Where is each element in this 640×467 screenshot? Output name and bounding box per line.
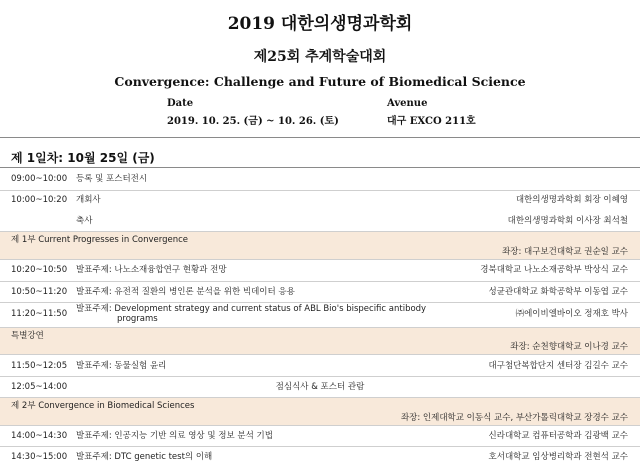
speaker: 대구첨단복합단지 센터장 김길수 교수	[488, 361, 628, 371]
content: 축사	[76, 216, 93, 226]
schedule-row-talk6	[0, 447, 640, 467]
speaker: 경북대학교 나노소재공학부 박상식 교수	[480, 265, 628, 275]
conference-subtitle: 제25회 추계학술대회	[253, 49, 387, 65]
section-title: 제 1부 Current Progresses in Convergence	[11, 235, 188, 245]
section-header-part1	[0, 232, 640, 260]
time: 11:20~11:50	[11, 309, 68, 319]
section-title: 특별강연	[11, 331, 44, 341]
schedule-row-registration	[0, 168, 640, 191]
section-chair: 좌장: 인제대학교 이동식 교수, 부산가톨릭대학교 장경수 교수	[400, 413, 628, 423]
section-title: 제 2부 Convergence in Biomedical Sciences	[11, 401, 195, 411]
schedule-row-talk1	[0, 260, 640, 282]
content: 발표주제: Development strategy and current status of ABL Bio's bispecific antibody	[76, 304, 427, 314]
header-divider	[0, 137, 640, 138]
content: 발표주제: 유전적 질환의 병인론 분석을 위한 빅데이터 응용	[76, 287, 295, 297]
speaker: 대한의생명과학회 이사장 최석철	[507, 216, 628, 226]
speaker: 대한의생명과학회 회장 이혜영	[515, 195, 628, 205]
section-chair: 좌장: 대구보건대학교 권순일 교수	[502, 247, 628, 257]
content: 등록 및 포스터전시	[76, 174, 148, 184]
venue-value: 대구 EXCO 211호	[387, 116, 476, 127]
speaker: 신라대학교 컴퓨터공학과 김광백 교수	[488, 431, 628, 441]
content: 발표주제: DTC genetic test의 이해	[76, 452, 213, 462]
time: 09:00~10:00	[11, 174, 68, 184]
schedule-row-congrats	[0, 210, 640, 232]
schedule-row-opening	[0, 191, 640, 210]
content: 개회사	[76, 195, 101, 205]
schedule-row-talk3	[0, 303, 640, 328]
time: 10:00~10:20	[11, 195, 68, 205]
section-header-part2	[0, 398, 640, 426]
time: 10:50~11:20	[11, 287, 68, 297]
schedule-row-talk2	[0, 282, 640, 303]
time: 14:30~15:00	[11, 452, 68, 462]
time: 10:20~10:50	[11, 265, 68, 275]
date-label: Date	[167, 98, 194, 109]
content: 발표주제: 인공지능 기반 의료 영상 및 정보 분석 기법	[76, 431, 273, 441]
day1-title: 제 1일차: 10월 25일 (금)	[11, 151, 155, 165]
speaker: 호서대학교 임상병리학과 전현석 교수	[488, 452, 628, 462]
speaker: ㈜에이비엘바이오 정재호 박사	[515, 309, 628, 319]
venue-label: Avenue	[387, 98, 428, 109]
conference-title: 2019 대한의생명과학회	[227, 14, 413, 34]
content: 발표주제: 동물실험 윤리	[76, 361, 167, 371]
schedule-row-talk4	[0, 355, 640, 377]
schedule-row-talk5	[0, 426, 640, 447]
time: 14:00~14:30	[11, 431, 68, 441]
content: 발표주제: 나노소재융합연구 현황과 전망	[76, 265, 227, 275]
section-header-special	[0, 328, 640, 355]
time: 11:50~12:05	[11, 361, 68, 371]
content: 점심식사 & 포스터 관람	[275, 382, 365, 392]
conference-theme: Convergence: Challenge and Future of Biomedical Science	[114, 74, 526, 89]
content-continued: programs	[117, 314, 158, 324]
date-value: 2019. 10. 25. (금) ~ 10. 26. (토)	[167, 116, 339, 127]
section-chair: 좌장: 순천향대학교 이나경 교수	[510, 342, 628, 352]
schedule-row-lunch	[0, 377, 640, 398]
time: 12:05~14:00	[11, 382, 68, 392]
speaker: 성균관대학교 화학공학부 이동엽 교수	[488, 287, 628, 297]
